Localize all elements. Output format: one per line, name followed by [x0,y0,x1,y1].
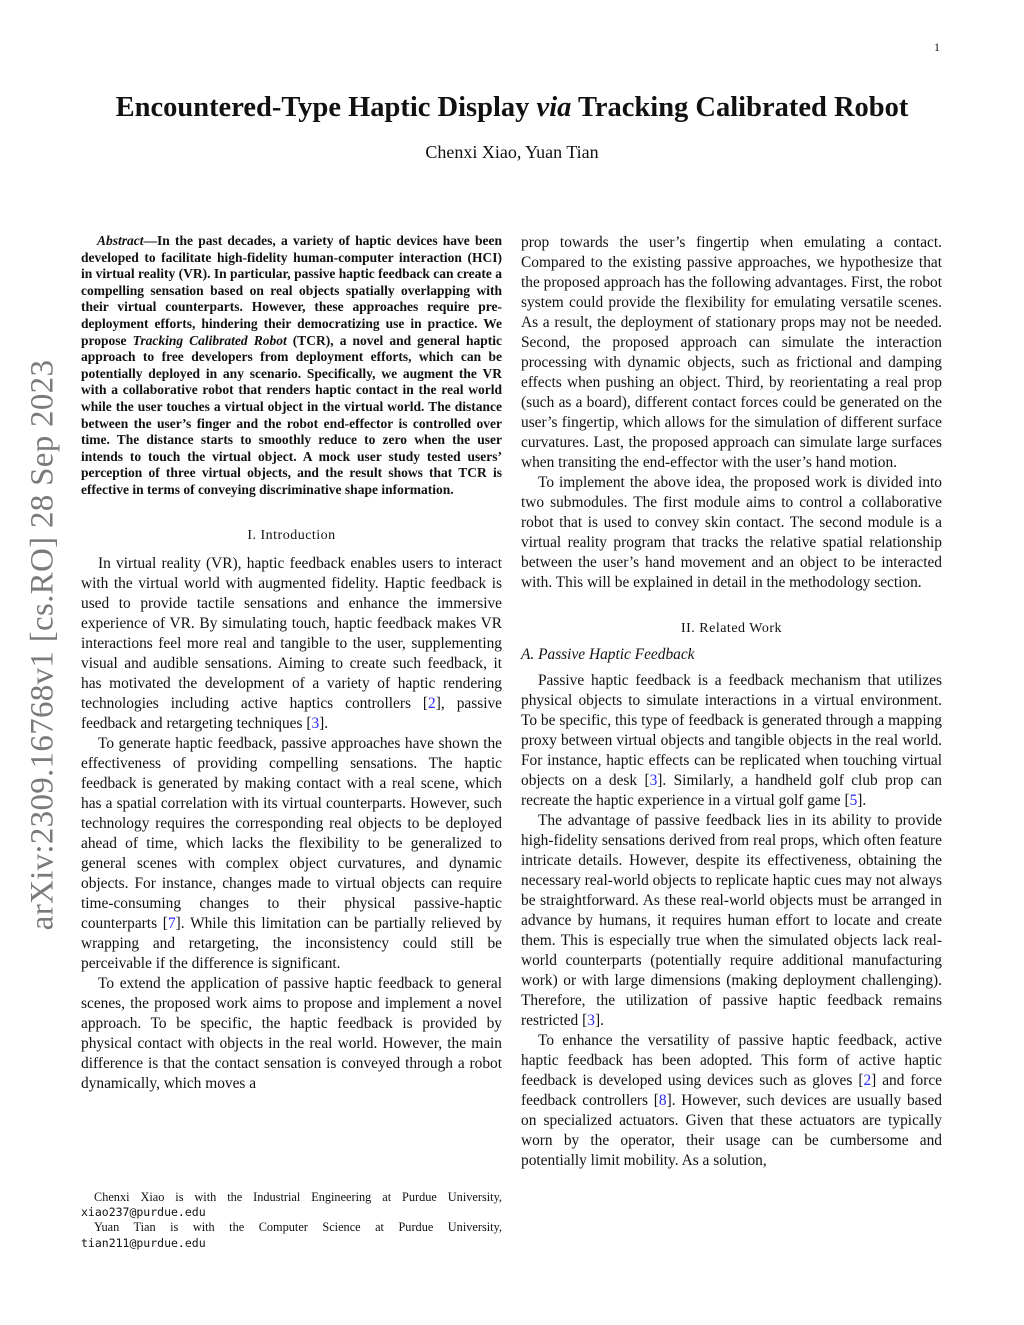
email-link[interactable]: tian211@purdue.edu [81,1235,206,1250]
citation-link[interactable]: 2 [428,694,436,712]
title-italic-word: via [536,92,572,123]
abstract-method-name: Tracking Calibrated Robot [132,332,287,348]
intro-p2-text-a: To generate haptic feedback, passive approaches have shown the effectiveness of providing compelling sensations. The haptic feedback is generated by making contact with a real scene, which has a spatial correlation with its virtual counterparts. However, such technology requires the corresponding real objects to be deployed ahead of time, which lacks the flexibility to be generalized to general scenes with complex object curvatures, and dynamic objects. For instance, changes made to virtual objects can require time-consuming changes to their physical passive-haptic counterparts [ [81,734,502,932]
intro-paragraph-3: To extend the application of passive haptic feedback to general scenes, the proposed work aims to propose and implement a novel approach. To be specific, the haptic feedback is provided by physical contact with objects in the real world. However, the main difference is that the contact sensation is conveyed through a robot dynamically, which moves a [81,974,502,1092]
citation-link[interactable]: 3 [311,714,320,732]
right-column [521,233,942,1171]
abstract-text-2: (TCR), a novel and general haptic approach to free developers from deployment efforts, which can be potentially deployed in any scenario. Specifically, we augment the VR with a collaborative robot that renders haptic contact in the real world while the user touches a virtual object in the virtual world. The distance between the user’s finger and the robot end-effector is controlled over time. The distance starts to smoothly reduce to zero when the user intends to touch the virtual object. A mock user study tested users’ perception of three virtual objects, and the result shows that TCR is effective in terms of conveying discriminative shape information. [81,332,502,497]
citation-link[interactable]: 2 [863,1072,872,1089]
intro-p1-text-b: ], passive feedback and retargeting techniques [ [81,694,502,732]
subsection-heading-passive-haptic: A. Passive Haptic Feedback [521,646,695,663]
email-link[interactable]: xiao237@purdue.edu [81,1205,206,1220]
section-heading-related-work: II. Related Work [680,621,783,636]
related-p3-text-a: To enhance the versatility of passive haptic feedback, active haptic feedback has been adopted. This form of active haptic feedback is developed using devices such as gloves [ [521,1032,942,1089]
citation-link[interactable]: 3 [649,772,658,789]
abstract [81,233,502,499]
author-list: Chenxi Xiao, Yuan Tian [425,142,599,162]
paper-title [0,92,1024,124]
related-p2-text-a: The advantage of passive feedback lies in its ability to provide high-fidelity sensations derived from real props, which often feature intricate details. However, despite its effectiveness, obtaining the necessary real-world objects to replicate haptic cues may not always be straightforward. As these real-world objects must be arranged in advance by humans, it requires human effort to locate and create them. This is especially true when the simulated objects lack real-world counterparts (potentially require additional manufacturing work) or with large dimensions (making deployment challenging). Therefore, the utilization of passive haptic feedback remains restricted [ [521,812,942,1029]
related-paragraph-2 [521,811,942,1031]
intro-paragraph-implementation: To implement the above idea, the proposed work is divided into two submodules. The first module aims to control a collaborative robot that is used to convey skin contact. The second module is a virtual reality program that tracks the relative spatial relationship between the user’s hand movement and an object to be interacted with. This will be explained in detail in the methodology section. [521,474,942,591]
related-p3-text-b: ] and force feedback controllers [ [521,1072,943,1109]
intro-p1-text-a: In virtual reality (VR), haptic feedback enables users to interact with the virtual world with augmented fidelity. Haptic feedback is used to provide tactile sensations and enhance the immersive experience of VR. By simulating touch, haptic feedback makes VR interactions feel more real and tangible to the user, supplementing visual and audible sensations. Aiming to create such feedback, it has motivated the development of a variety of haptic rendering technologies including active haptics controllers [ [81,554,502,712]
footnote-2-text: Yuan Tian is with the Computer Science at Purdue University, [94,1220,502,1235]
page-number: 1 [934,40,940,54]
related-p2-text-b: ]. [594,1012,604,1029]
arxiv-identifier-stamp: arXiv:2309.16768v1 [cs.RO] 28 Sep 2023 [24,359,61,931]
intro-paragraph-2 [81,734,502,974]
footnote-1-text: Chenxi Xiao is with the Industrial Engineering at Purdue University, [94,1190,502,1204]
intro-p1-text-c: ]. [319,714,329,732]
intro-p2-text-b: ]. While this limitation can be partially relieved by wrapping and retargeting, the inconsistency could still be perceivable if the difference is significant. [81,914,502,972]
author-footnotes [81,1190,502,1251]
title-part-1: Encountered-Type Haptic Display [115,92,537,123]
related-p3-text-c: ]. However, such devices are usually based on specialized actuators. Given that these actuators are typically worn by the operator, their usage can be cumbersome and potentially limit mobility. As a solution, [521,1092,942,1169]
section-heading-introduction: I. Introduction [247,527,336,543]
footnote-author-1 [81,1190,502,1220]
abstract-text-1: —In the past decades, a variety of haptic devices have been developed to facilitate high-fidelity human-computer interaction (HCI) in virtual reality (VR). In particular, passive haptic feedback can create a compelling sensation based on real objects spatially overlapping with their virtual counterparts. However, these approaches require pre-deployment efforts, hindering their democratizing use in practice. We propose [81,233,502,348]
related-p1-text-b: ]. Similarly, a handheld golf club prop can recreate the haptic experience in a virtual golf game [ [521,772,942,809]
citation-link[interactable]: 5 [849,792,858,809]
related-p1-text-a: Passive haptic feedback is a feedback mechanism that utilizes physical objects to simulate interactions in a virtual environment. To be specific, this type of feedback is generated through a mapping proxy between virtual objects and tangible objects in the real world. For instance, haptic effects can be replicated when touching virtual objects on a desk [ [521,672,942,789]
citation-link[interactable]: 7 [167,914,176,932]
left-column [81,233,502,1094]
related-paragraph-3 [521,1031,942,1171]
footnote-author-2 [81,1220,502,1250]
abstract-label: Abstract [97,233,144,248]
intro-paragraph-continued: prop towards the user’s fingertip when emulating a contact. Compared to the existing passive approaches, we hypothesize that the proposed approach has the following advantages. First, the robot system could provide the flexibility for emulating versatile scenes. As a result, the deployment of stationary props may not be needed. Second, the proposed approach can simulate the interaction processing with dynamic objects, such as frictional and damping effects when pushing an object. Third, by reorientating a real prop (such as a board), different contact forces could be generated on the user’s fingertip, which allows for the simulation of different surface curvatures. Last, the proposed approach can simulate large surfaces when transiting the end-effector with the user’s hand motion. [521,234,943,471]
related-paragraph-1 [521,671,942,811]
intro-paragraph-1 [81,554,502,734]
citation-link[interactable]: 8 [658,1092,667,1109]
related-p1-text-c: ]. [857,792,867,809]
title-part-2: Tracking Calibrated Robot [571,92,909,123]
citation-link[interactable]: 3 [587,1012,595,1029]
